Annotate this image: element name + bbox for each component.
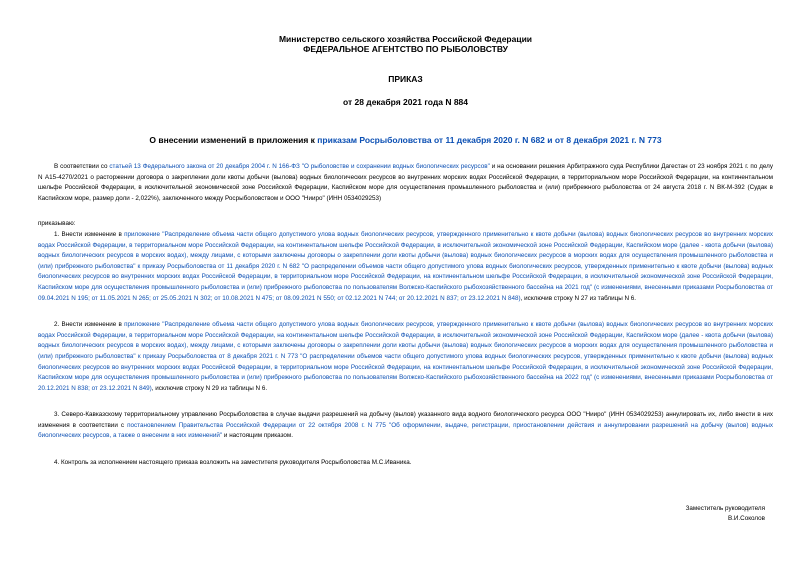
signer-position: Заместитель руководителя	[685, 505, 765, 512]
document-type: ПРИКАЗ	[388, 74, 423, 84]
item-1-appendix-link[interactable]: приложение "Распределение объема части общего допустимого улова водных биологических ресурсов, утвержденного применительно к квоте добычи (вылова) водных биологических ресурсов во внутренних морских водах Российской Федерации, в территориальном море Российской Федерации, на континентальном шельфе Российской Федерации, в исключительной экономической зоне Российской Федерации, Каспийском море (далее - квота добычи (вылова) водных биологических ресурсов в морских водах), между лицами, с которыми заключены договоры о закреплении доли квоты добычи (вылова) водных биологических ресурсов в морских водах для осуществления промышленного рыболовства и (или) прибрежного рыболовства" к приказу Росрыболовства от 11 декабря 2020 г. N 682 "О распределении объемов части общего допустимого улова водных биологических ресурсов, утвержденных применительно к квоте добычи (вылова) водных биологических ресурсов во внутренних морских водах Российской Федерации, в территориальном море Российской Федерации, на континентальном шельфе Российской Федерации, в исключительной экономической зоне Российской Федерации, Каспийском море для осуществления промышленного рыболовства и (или) прибрежного рыболовства по пользователям Волжско-Каспийского рыбохозяйственного бассейна на 2021 год" (с изменениями, внесенными приказами Росрыболовства от 09.04.2021 N 195; от 11.05.2021 N 265; от 25.05.2021 N 302; от 10.08.2021 N 475; от 08.09.2021 N 550; от 02.12.2021 N 744; от 20.12.2021 N 837; от 23.12.2021 N 848)	[38, 230, 773, 302]
subject-text: О внесении изменений в приложения к	[149, 135, 318, 145]
item-2-text-end: , исключив строку N 29 из таблицы N 6.	[151, 384, 268, 392]
government-decree-link[interactable]: постановлением Правительства Российской Федерации от 22 октября 2008 г. N 775 "Об оформлении, выдаче, регистрации, приостановлении действия и аннулировании разрешений на добычу (вылов) водных биологических ресурсов, а также о внесении в них изменений"	[38, 421, 773, 440]
item-1-text-start: 1. Внести изменение в	[54, 230, 125, 238]
item-2-text-start: 2. Внести изменение в	[54, 321, 125, 329]
item-3-text-end: и настоящим приказом.	[222, 432, 293, 440]
item-1-paragraph	[38, 230, 773, 304]
document-subject	[38, 135, 773, 145]
item-4-paragraph: 4. Контроль за исполнением настоящего приказа возложить на заместителя руководителя Росрыболовства М.С.Иваника.	[54, 459, 412, 467]
item-3-text-start: 3. Северо-Кавказскому территориальному управлению Росрыболовства в случае выдачи разрешений на добычу (вылов) указанного вида водного биологического ресурса ООО "Нииро" (ИНН 0534029253) аннулировать их, либо внести в них изменения в соответствии с	[38, 411, 773, 429]
item-3-paragraph	[38, 410, 773, 442]
item-2-paragraph	[38, 320, 773, 394]
federal-law-link[interactable]: статьей 13 Федерального закона от 20 декабря 2004 г. N 166-ФЗ "О рыболовстве и сохранении водных биологических ресурсов"	[109, 163, 490, 170]
item-1-text-end: , исключив строку N 27 из таблицы N 6.	[520, 294, 637, 302]
signer-name: В.И.Соколов	[727, 515, 765, 522]
subject-orders-link[interactable]: приказам Росрыболовства от 11 декабря 2020 г. N 682 и от 8 декабря 2021 г. N 773	[317, 135, 662, 145]
preamble-text-start: В соответствии со	[54, 163, 110, 170]
agency-name: ФЕДЕРАЛЬНОЕ АГЕНТСТВО ПО РЫБОЛОВСТВУ	[303, 44, 508, 54]
ministry-name: Министерство сельского хозяйства Российской Федерации	[278, 34, 533, 44]
item-2-appendix-link[interactable]: приложение "Распределение объема части общего допустимого улова водных биологических ресурсов, утвержденного применительно к квоте добычи (вылова) водных биологических ресурсов во внутренних морских водах Российской Федерации, в территориальном море Российской Федерации, на континентальном шельфе Российской Федерации, в исключительной экономической зоне Российской Федерации, Каспийском море (далее - квота добычи (вылова) водных биологических ресурсов в морских водах), между лицами, с которыми заключены договоры о закреплении доли квоты добычи (вылова) водных биологических ресурсов в морских водах для осуществления промышленного рыболовства и (или) прибрежного рыболовства" к приказу Росрыболовства от 8 декабря 2021 г. N 773 "О распределении объемов части общего допустимого улова водных биологических ресурсов, утвержденных применительно к квоте добычи (вылова) водных биологических ресурсов во внутренних морских водах Российской Федерации, в территориальном море Российской Федерации, на континентальном шельфе Российской Федерации, в исключительной экономической зоне Российской Федерации, Каспийском море для осуществления промышленного рыболовства и (или) прибрежного рыболовства по пользователям Волжско-Каспийского рыбохозяйственного бассейна на 2022 год" (с изменениями, внесенными приказами Росрыболовства от 20.12.2021 N 838; от 23.12.2021 N 849)	[38, 321, 773, 392]
preamble-text-rest: и на основании решения Арбитражного суда Республики Дагестан от 23 ноября 2021 г. по делу N А15-4270/2021 о расторжении договора о закреплении доли квоты добычи (вылова) водных биологических ресурсов во внутренних морских водах Российской Федерации, в территориальном море Российской Федерации, на континентальном шельфе Российской Федерации, в исключительной экономической зоне Российской Федерации, Каспийском море для осуществления промышленного рыболовства и (или) прибрежного рыболовства от 24 августа 2018 г. N ВК-М-392 (Судак в Каспийском море, размер доли - 2,022%), заключенного между Росрыболовством и ООО "Нииро" (ИНН 0534029253)	[38, 163, 773, 202]
document-date-number: от 28 декабря 2021 года N 884	[342, 97, 469, 107]
signature-block	[686, 504, 765, 524]
document-header	[38, 0, 773, 145]
orders-label: приказываю:	[38, 220, 76, 228]
preamble-paragraph	[38, 162, 773, 204]
